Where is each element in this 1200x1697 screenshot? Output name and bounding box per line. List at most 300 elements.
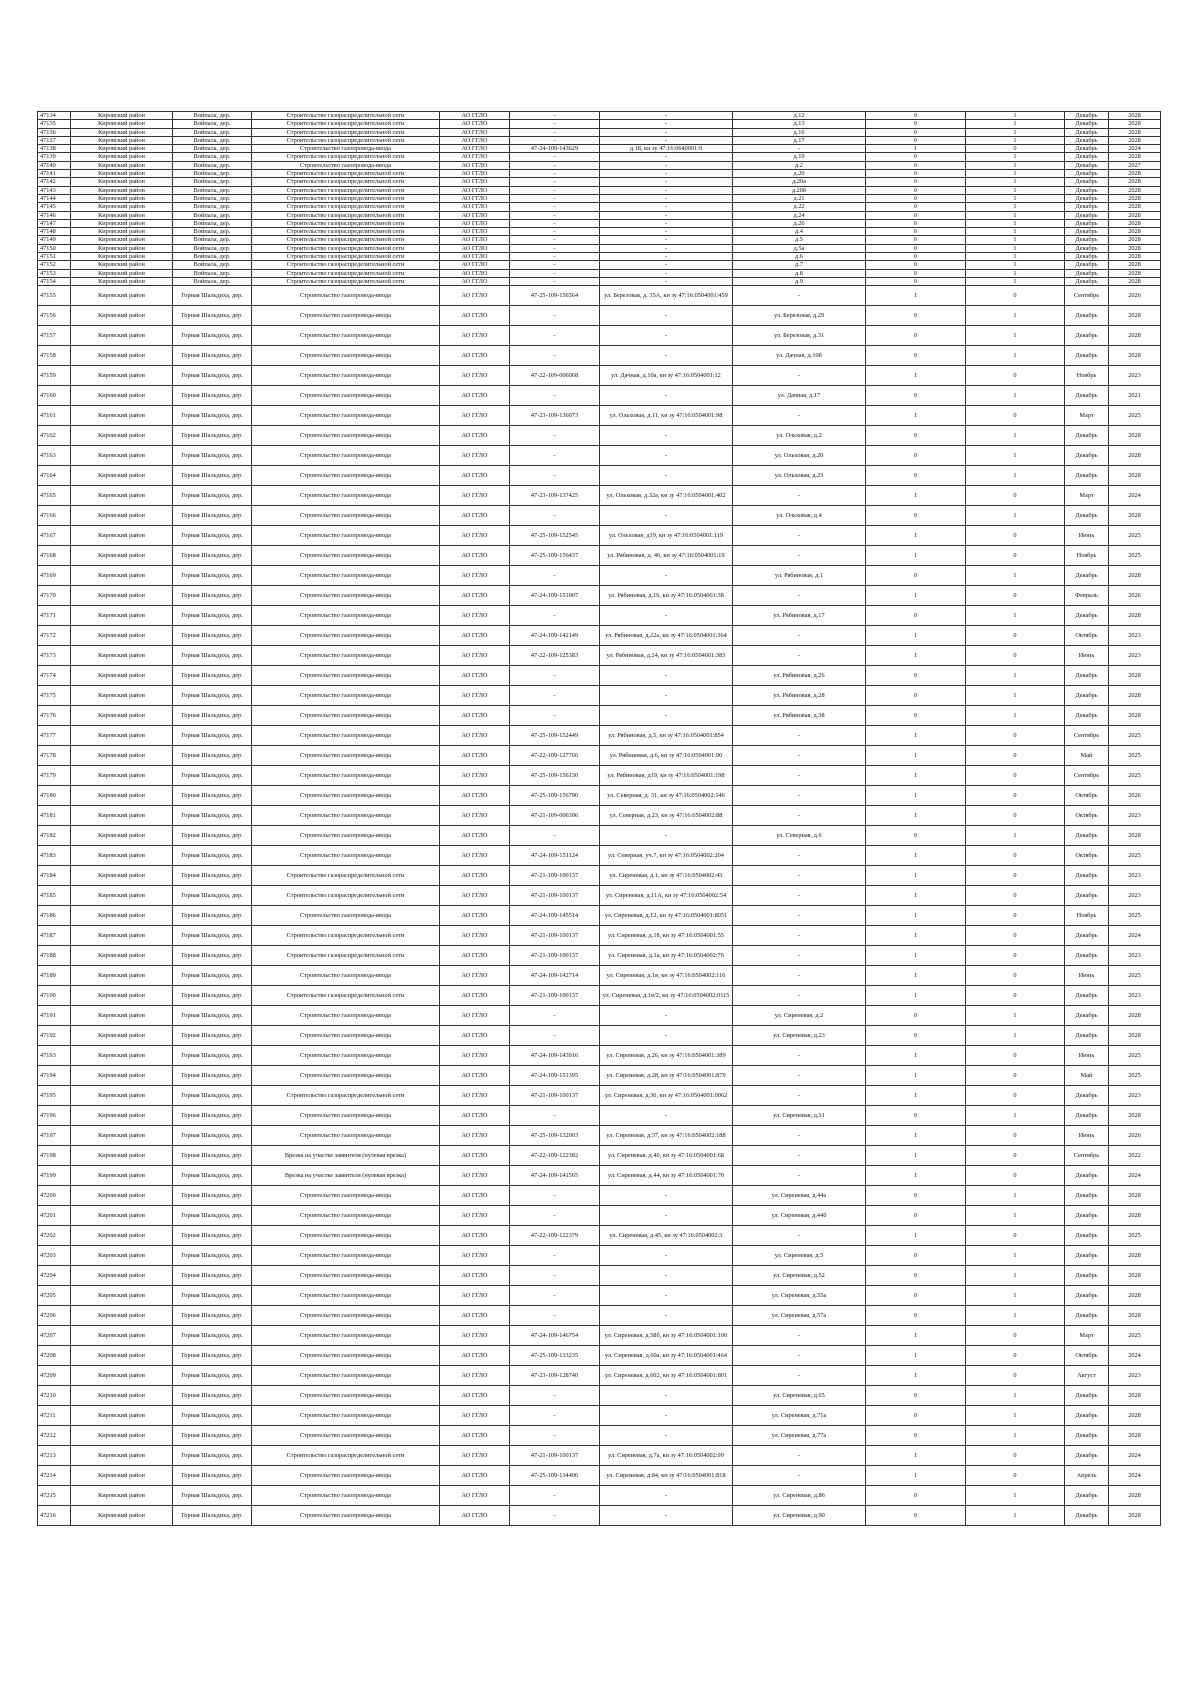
cell-count-b: 1 [966, 244, 1065, 252]
table-row [38, 1426, 1161, 1446]
cell-settlement: Горная Шальдиха, дер. [173, 306, 252, 326]
cell-count-a: 1 [866, 646, 966, 666]
cell-address-with-cadastral: - [600, 253, 733, 261]
cell-work-type: Строительство газораспределительной сети [252, 228, 440, 236]
cell-operator: АО ГГЛО [440, 586, 510, 606]
cell-count-b: 0 [966, 486, 1065, 506]
cell-contract-number: - [510, 566, 600, 586]
cell-month: Декабрь [1065, 1306, 1109, 1326]
cell-count-a: 1 [866, 926, 966, 946]
cell-operator: АО ГГЛО [440, 253, 510, 261]
cell-row-number: 47151 [38, 253, 71, 261]
cell-address: - [733, 886, 866, 906]
cell-district: Кировский район [71, 1126, 173, 1146]
cell-count-a: 1 [866, 746, 966, 766]
cell-month: Сентябрь [1065, 286, 1109, 306]
cell-contract-number: - [510, 1186, 600, 1206]
table-row [38, 506, 1161, 526]
cell-settlement: Войпала, дер. [173, 170, 252, 178]
table-row [38, 906, 1161, 926]
cell-address: - [733, 906, 866, 926]
cell-count-b: 0 [966, 906, 1065, 926]
cell-count-a: 1 [866, 906, 966, 926]
cell-address: - [733, 866, 866, 886]
cell-contract-number: - [510, 178, 600, 186]
cell-district: Кировский район [71, 1106, 173, 1126]
table-row [38, 1046, 1161, 1066]
cell-month: Сентябрь [1065, 1146, 1109, 1166]
cell-district: Кировский район [71, 526, 173, 546]
cell-count-b: 1 [966, 466, 1065, 486]
cell-address: ул. Северная, д.6 [733, 826, 866, 846]
cell-month: Декабрь [1065, 606, 1109, 626]
table-row [38, 446, 1161, 466]
cell-month: Декабрь [1065, 926, 1109, 946]
table-row [38, 406, 1161, 426]
cell-address-with-cadastral: - [600, 606, 733, 626]
cell-count-b: 1 [966, 1186, 1065, 1206]
cell-settlement: Горная Шальдиха, дер. [173, 1006, 252, 1026]
cell-count-a: 1 [866, 846, 966, 866]
cell-count-a: 1 [866, 1066, 966, 1086]
cell-year: 2024 [1109, 1466, 1161, 1486]
cell-district: Кировский район [71, 726, 173, 746]
cell-operator: АО ГГЛО [440, 128, 510, 136]
cell-year: 2028 [1109, 170, 1161, 178]
table-row [38, 170, 1161, 178]
cell-year: 2024 [1109, 486, 1161, 506]
cell-month: Декабрь [1065, 1266, 1109, 1286]
cell-count-b: 0 [966, 786, 1065, 806]
cell-address-with-cadastral: - [600, 269, 733, 277]
cell-work-type: Строительство газопровода-ввода [252, 466, 440, 486]
cell-contract-number: 47-21-109-100137 [510, 946, 600, 966]
table-row [38, 886, 1161, 906]
cell-month: Март [1065, 486, 1109, 506]
table-row [38, 606, 1161, 626]
cell-district: Кировский район [71, 746, 173, 766]
cell-row-number: 47177 [38, 726, 71, 746]
cell-year: 2028 [1109, 1306, 1161, 1326]
cell-count-a: 1 [866, 1226, 966, 1246]
cell-address: - [733, 1046, 866, 1066]
cell-work-type: Строительство газопровода-ввода [252, 746, 440, 766]
cell-month: Декабрь [1065, 1106, 1109, 1126]
table-row [38, 986, 1161, 1006]
cell-count-a: 0 [866, 194, 966, 202]
cell-address-with-cadastral: - [600, 1026, 733, 1046]
cell-settlement: Горная Шальдиха, дер. [173, 346, 252, 366]
table-row [38, 1306, 1161, 1326]
cell-month: Декабрь [1065, 1166, 1109, 1186]
cell-address-with-cadastral: - [600, 1006, 733, 1026]
cell-address-with-cadastral: ул. Сиреневая, д.11А, кн зу 47:16:0504002:54 [600, 886, 733, 906]
cell-month: Декабрь [1065, 228, 1109, 236]
cell-operator: АО ГГЛО [440, 1006, 510, 1026]
cell-row-number: 47157 [38, 326, 71, 346]
cell-year: 2028 [1109, 112, 1161, 120]
cell-contract-number: 47-25-109-152449 [510, 726, 600, 746]
cell-settlement: Войпала, дер. [173, 120, 252, 128]
cell-address: д.24 [733, 211, 866, 219]
cell-settlement: Войпала, дер. [173, 203, 252, 211]
cell-count-a: 0 [866, 686, 966, 706]
cell-settlement: Горная Шальдиха, дер. [173, 706, 252, 726]
cell-district: Кировский район [71, 1406, 173, 1426]
table-row [38, 1246, 1161, 1266]
cell-address-with-cadastral: ул. Сиреневая, д.84, кн зу 47:16:0504001:818 [600, 1466, 733, 1486]
cell-district: Кировский район [71, 786, 173, 806]
cell-address-with-cadastral: - [600, 194, 733, 202]
cell-address: - [733, 626, 866, 646]
cell-contract-number: 47-24-109-151395 [510, 1066, 600, 1086]
cell-count-a: 0 [866, 1106, 966, 1126]
cell-operator: АО ГГЛО [440, 746, 510, 766]
cell-row-number: 47208 [38, 1346, 71, 1366]
cell-address-with-cadastral: - [600, 128, 733, 136]
cell-year: 2025 [1109, 1226, 1161, 1246]
cell-year: 2028 [1109, 1106, 1161, 1126]
cell-work-type: Строительство газопровода-ввода [252, 826, 440, 846]
cell-district: Кировский район [71, 269, 173, 277]
cell-count-b: 1 [966, 178, 1065, 186]
cell-year: 2023 [1109, 886, 1161, 906]
cell-address: - [733, 986, 866, 1006]
cell-row-number: 47168 [38, 546, 71, 566]
cell-row-number: 47203 [38, 1246, 71, 1266]
cell-settlement: Горная Шальдиха, дер. [173, 1346, 252, 1366]
cell-row-number: 47181 [38, 806, 71, 826]
cell-count-a: 0 [866, 253, 966, 261]
cell-row-number: 47183 [38, 846, 71, 866]
cell-month: Декабрь [1065, 506, 1109, 526]
cell-settlement: Горная Шальдиха, дер. [173, 1306, 252, 1326]
cell-count-a: 0 [866, 566, 966, 586]
cell-month: Декабрь [1065, 153, 1109, 161]
cell-address: - [733, 966, 866, 986]
cell-address: - [733, 926, 866, 946]
cell-contract-number: - [510, 261, 600, 269]
cell-address-with-cadastral: - [600, 466, 733, 486]
cell-year: 2028 [1109, 606, 1161, 626]
cell-month: Сентябрь [1065, 766, 1109, 786]
cell-address: ул. Сиреневая, д.52 [733, 1266, 866, 1286]
cell-address-with-cadastral: - [600, 203, 733, 211]
cell-month: Декабрь [1065, 986, 1109, 1006]
cell-month: Декабрь [1065, 269, 1109, 277]
cell-year: 2024 [1109, 1346, 1161, 1366]
cell-work-type: Строительство газопровода-ввода [252, 1186, 440, 1206]
cell-address-with-cadastral: ул. Сиреневая, д.60а, кн зу 47:16:0504001:464 [600, 1346, 733, 1366]
cell-address: д.26 [733, 219, 866, 227]
cell-contract-number: - [510, 120, 600, 128]
cell-year: 2026 [1109, 1126, 1161, 1146]
cell-count-b: 1 [966, 326, 1065, 346]
cell-year: 2028 [1109, 269, 1161, 277]
cell-district: Кировский район [71, 546, 173, 566]
cell-row-number: 47149 [38, 236, 71, 244]
cell-month: Декабрь [1065, 1226, 1109, 1246]
cell-work-type: Строительство газораспределительной сети [252, 946, 440, 966]
cell-address-with-cadastral: - [600, 826, 733, 846]
cell-row-number: 47172 [38, 626, 71, 646]
cell-contract-number: 47-25-109-132003 [510, 1126, 600, 1146]
cell-address-with-cadastral: - [600, 1266, 733, 1286]
cell-year: 2028 [1109, 1386, 1161, 1406]
cell-district: Кировский район [71, 926, 173, 946]
cell-row-number: 47171 [38, 606, 71, 626]
cell-work-type: Строительство газопровода-ввода [252, 506, 440, 526]
cell-address: - [733, 145, 866, 153]
cell-address-with-cadastral: - [600, 446, 733, 466]
cell-address-with-cadastral: - [600, 1406, 733, 1426]
cell-address-with-cadastral: ул. Сиреневая, д.37, кн зу 47:16:0504002:188 [600, 1126, 733, 1146]
cell-district: Кировский район [71, 1066, 173, 1086]
cell-district: Кировский район [71, 236, 173, 244]
cell-count-b: 1 [966, 446, 1065, 466]
cell-year: 2025 [1109, 846, 1161, 866]
cell-contract-number: 47-25-109-156564 [510, 286, 600, 306]
cell-count-b: 0 [966, 926, 1065, 946]
cell-district: Кировский район [71, 1466, 173, 1486]
cell-row-number: 47166 [38, 506, 71, 526]
cell-year: 2028 [1109, 466, 1161, 486]
cell-row-number: 47169 [38, 566, 71, 586]
cell-address-with-cadastral: - [600, 112, 733, 120]
cell-address-with-cadastral: - [600, 236, 733, 244]
cell-count-b: 0 [966, 646, 1065, 666]
cell-year: 2028 [1109, 136, 1161, 144]
table-row [38, 136, 1161, 144]
cell-row-number: 47207 [38, 1326, 71, 1346]
cell-row-number: 47195 [38, 1086, 71, 1106]
cell-count-b: 0 [966, 1326, 1065, 1346]
cell-settlement: Горная Шальдиха, дер. [173, 1386, 252, 1406]
cell-year: 2028 [1109, 346, 1161, 366]
table-row [38, 1406, 1161, 1426]
cell-count-b: 0 [966, 546, 1065, 566]
cell-contract-number: 47-24-109-151007 [510, 586, 600, 606]
cell-address: д.19 [733, 153, 866, 161]
cell-row-number: 47146 [38, 211, 71, 219]
cell-year: 2028 [1109, 666, 1161, 686]
cell-count-b: 0 [966, 626, 1065, 646]
cell-address-with-cadastral: - [600, 186, 733, 194]
cell-count-a: 1 [866, 866, 966, 886]
cell-count-b: 0 [966, 1466, 1065, 1486]
cell-year: 2028 [1109, 203, 1161, 211]
cell-contract-number: 47-25-109-156790 [510, 786, 600, 806]
cell-operator: АО ГГЛО [440, 211, 510, 219]
cell-year: 2024 [1109, 926, 1161, 946]
cell-count-b: 1 [966, 112, 1065, 120]
cell-count-a: 0 [866, 1266, 966, 1286]
cell-contract-number: - [510, 219, 600, 227]
cell-operator: АО ГГЛО [440, 426, 510, 446]
cell-row-number: 47134 [38, 112, 71, 120]
cell-work-type: Строительство газораспределительной сети [252, 253, 440, 261]
cell-count-b: 1 [966, 686, 1065, 706]
cell-year: 2025 [1109, 1066, 1161, 1086]
table-row [38, 626, 1161, 646]
cell-count-a: 0 [866, 219, 966, 227]
cell-address-with-cadastral: - [600, 1426, 733, 1446]
cell-work-type: Строительство газопровода-ввода [252, 1026, 440, 1046]
table-row [38, 269, 1161, 277]
cell-month: Декабрь [1065, 1426, 1109, 1446]
cell-address-with-cadastral: - [600, 1506, 733, 1526]
cell-contract-number: - [510, 194, 600, 202]
cell-month: Декабрь [1065, 946, 1109, 966]
cell-row-number: 47139 [38, 153, 71, 161]
cell-work-type: Строительство газопровода-ввода [252, 666, 440, 686]
cell-address-with-cadastral: - [600, 261, 733, 269]
cell-count-b: 0 [966, 366, 1065, 386]
cell-row-number: 47197 [38, 1126, 71, 1146]
table-row [38, 366, 1161, 386]
cell-row-number: 47189 [38, 966, 71, 986]
cell-year: 2028 [1109, 1026, 1161, 1046]
cell-address: д.6 [733, 253, 866, 261]
cell-row-number: 47175 [38, 686, 71, 706]
cell-count-a: 0 [866, 606, 966, 626]
cell-operator: АО ГГЛО [440, 366, 510, 386]
cell-operator: АО ГГЛО [440, 786, 510, 806]
cell-contract-number: 47-23-109-128740 [510, 1366, 600, 1386]
cell-operator: АО ГГЛО [440, 626, 510, 646]
cell-operator: АО ГГЛО [440, 1246, 510, 1266]
cell-work-type: Строительство газопровода-ввода [252, 966, 440, 986]
cell-month: Март [1065, 406, 1109, 426]
cell-operator: АО ГГЛО [440, 286, 510, 306]
cell-count-b: 0 [966, 286, 1065, 306]
cell-contract-number: - [510, 277, 600, 285]
cell-work-type: Строительство газопровода-ввода [252, 386, 440, 406]
cell-row-number: 47156 [38, 306, 71, 326]
cell-settlement: Горная Шальдиха, дер. [173, 686, 252, 706]
cell-year: 2023 [1109, 986, 1161, 1006]
cell-address-with-cadastral: ул. Сиреневая, д.28, кн зу 47:16:0504001:879 [600, 1066, 733, 1086]
cell-work-type: Строительство газораспределительной сети [252, 178, 440, 186]
cell-operator: АО ГГЛО [440, 112, 510, 120]
cell-row-number: 47199 [38, 1166, 71, 1186]
cell-work-type: Строительство газопровода-ввода [252, 426, 440, 446]
table-row [38, 1446, 1161, 1466]
cell-work-type: Строительство газопровода-ввода [252, 726, 440, 746]
cell-settlement: Горная Шальдиха, дер. [173, 1446, 252, 1466]
cell-work-type: Строительство газопровода-ввода [252, 1366, 440, 1386]
cell-operator: АО ГГЛО [440, 1346, 510, 1366]
cell-contract-number: - [510, 1006, 600, 1026]
cell-settlement: Войпала, дер. [173, 244, 252, 252]
cell-count-b: 1 [966, 236, 1065, 244]
cell-district: Кировский район [71, 366, 173, 386]
cell-operator: АО ГГЛО [440, 866, 510, 886]
cell-contract-number: - [510, 1246, 600, 1266]
cell-settlement: Войпала, дер. [173, 219, 252, 227]
cell-address-with-cadastral: ул. Северная, д. 31, кн зу 47:16:0504002:146 [600, 786, 733, 806]
cell-operator: АО ГГЛО [440, 236, 510, 244]
cell-operator: АО ГГЛО [440, 194, 510, 202]
cell-work-type: Строительство газопровода-ввода [252, 306, 440, 326]
cell-work-type: Строительство газопровода-ввода [252, 906, 440, 926]
cell-work-type: Строительство газопровода-ввода [252, 1006, 440, 1026]
cell-row-number: 47201 [38, 1206, 71, 1226]
cell-work-type: Строительство газопровода-ввода [252, 786, 440, 806]
cell-count-b: 0 [966, 1086, 1065, 1106]
cell-count-b: 1 [966, 506, 1065, 526]
cell-contract-number: - [510, 606, 600, 626]
cell-month: Декабрь [1065, 203, 1109, 211]
cell-contract-number: - [510, 211, 600, 219]
cell-address: - [733, 806, 866, 826]
table-row [38, 1146, 1161, 1166]
cell-work-type: Строительство газопровода-ввода [252, 1286, 440, 1306]
cell-address: - [733, 846, 866, 866]
cell-district: Кировский район [71, 886, 173, 906]
cell-address: д.16 [733, 128, 866, 136]
cell-count-a: 0 [866, 178, 966, 186]
cell-address: д.7 [733, 261, 866, 269]
cell-row-number: 47193 [38, 1046, 71, 1066]
cell-district: Кировский район [71, 261, 173, 269]
table-row [38, 1166, 1161, 1186]
cell-address: ул. Сиреневая, д.57а [733, 1306, 866, 1326]
cell-district: Кировский район [71, 566, 173, 586]
cell-address: - [733, 586, 866, 606]
cell-count-b: 1 [966, 606, 1065, 626]
cell-count-a: 0 [866, 277, 966, 285]
cell-count-a: 0 [866, 269, 966, 277]
cell-contract-number: - [510, 346, 600, 366]
cell-settlement: Горная Шальдиха, дер. [173, 586, 252, 606]
cell-row-number: 47170 [38, 586, 71, 606]
cell-work-type: Строительство газопровода-ввода [252, 1346, 440, 1366]
cell-count-b: 1 [966, 1286, 1065, 1306]
cell-work-type: Строительство газопровода-ввода [252, 346, 440, 366]
cell-count-b: 1 [966, 1426, 1065, 1446]
cell-settlement: Горная Шальдиха, дер. [173, 1146, 252, 1166]
cell-contract-number: - [510, 244, 600, 252]
cell-year: 2028 [1109, 1286, 1161, 1306]
cell-month: Декабрь [1065, 1506, 1109, 1526]
cell-address: ул. Рябиновая, д.28 [733, 686, 866, 706]
cell-district: Кировский район [71, 606, 173, 626]
cell-address-with-cadastral: ул. Сиреневая, д.1в, кн зу 47:16:0504002:116 [600, 966, 733, 986]
cell-work-type: Строительство газораспределительной сети [252, 153, 440, 161]
cell-month: Декабрь [1065, 145, 1109, 153]
cell-contract-number: 47-24-109-143629 [510, 145, 600, 153]
cell-count-a: 0 [866, 826, 966, 846]
cell-address: - [733, 1366, 866, 1386]
cell-address: д.2 [733, 161, 866, 169]
cell-count-a: 0 [866, 170, 966, 178]
cell-contract-number: - [510, 1506, 600, 1526]
cell-address: - [733, 406, 866, 426]
cell-address: - [733, 1226, 866, 1246]
cell-count-b: 1 [966, 120, 1065, 128]
cell-count-a: 0 [866, 666, 966, 686]
cell-count-b: 1 [966, 1306, 1065, 1326]
table-row [38, 1286, 1161, 1306]
table-row [38, 1486, 1161, 1506]
cell-settlement: Горная Шальдиха, дер. [173, 386, 252, 406]
cell-row-number: 47144 [38, 194, 71, 202]
cell-year: 2025 [1109, 526, 1161, 546]
cell-row-number: 47213 [38, 1446, 71, 1466]
cell-settlement: Горная Шальдиха, дер. [173, 1066, 252, 1086]
cell-address: - [733, 1166, 866, 1186]
